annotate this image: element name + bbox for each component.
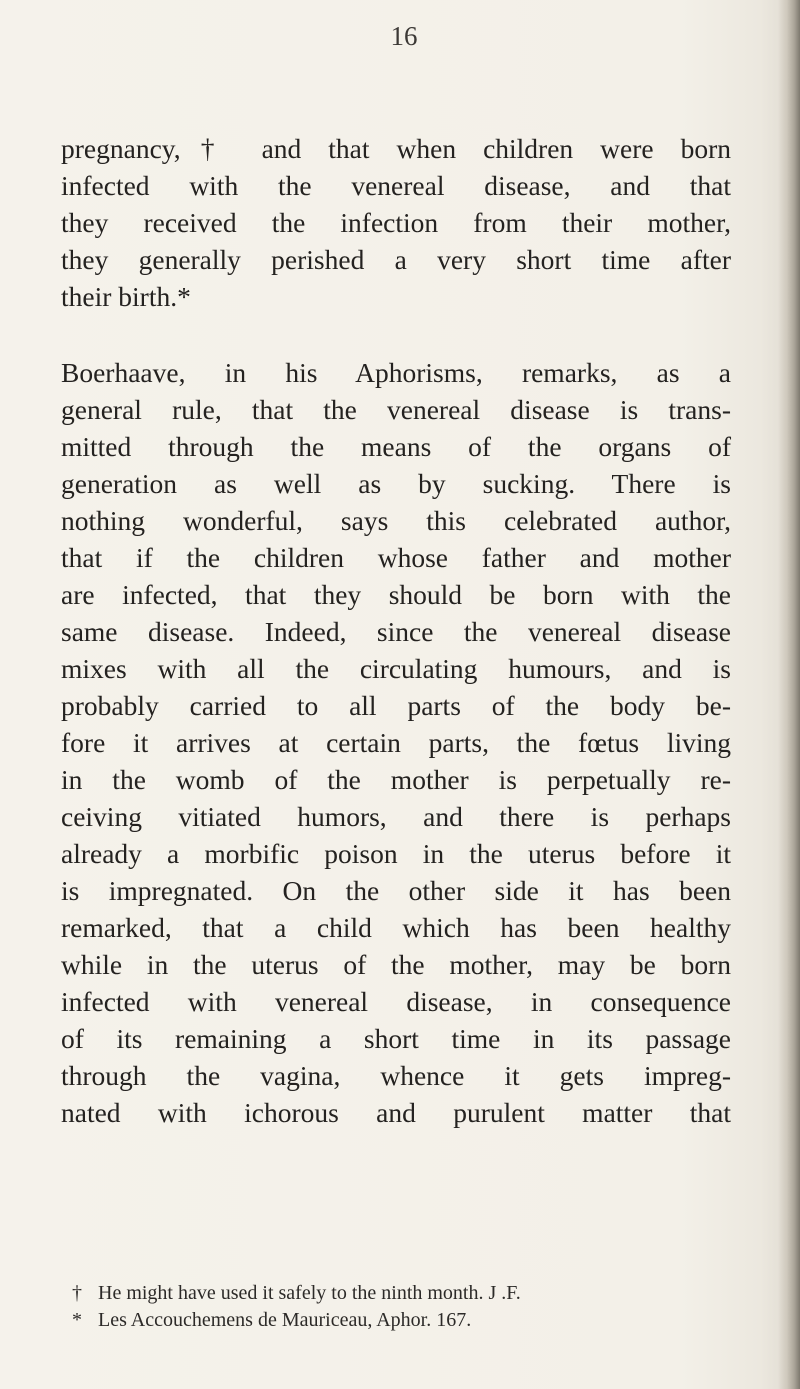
paragraph-1 bbox=[61, 130, 731, 315]
paragraph-2 bbox=[61, 354, 731, 1131]
body-text bbox=[61, 130, 731, 1131]
text-line: fore it arrives at certain parts, the fœtus living bbox=[61, 727, 731, 758]
text-line: same disease. Indeed, since the venereal disease bbox=[61, 616, 731, 647]
text-line: general rule, that the venereal disease is trans- bbox=[61, 394, 731, 425]
text-line: ceiving vitiated humors, and there is perhaps bbox=[61, 801, 731, 832]
text-line: infected with the venereal disease, and that bbox=[61, 170, 731, 201]
paragraph-gap bbox=[61, 315, 731, 354]
text-line: infected with venereal disease, in consequence bbox=[61, 986, 731, 1017]
footnotes bbox=[72, 1280, 672, 1334]
text-line: probably carried to all parts of the body be- bbox=[61, 690, 731, 721]
text-line: mitted through the means of the organs of bbox=[61, 431, 731, 462]
text-line: of its remaining a short time in its passage bbox=[61, 1023, 731, 1054]
text-line: pregnancy,† and that when children were born bbox=[61, 133, 731, 164]
text-line: their birth.* bbox=[61, 281, 191, 312]
text-line: they generally perished a very short time after bbox=[61, 244, 731, 275]
text-line: mixes with all the circulating humours, and is bbox=[61, 653, 731, 684]
footnote-text: Les Accouchemens de Mauriceau, Aphor. 167. bbox=[98, 1309, 472, 1331]
text-line: already a morbific poison in the uterus before it bbox=[61, 838, 731, 869]
text-line: through the vagina, whence it gets impreg- bbox=[61, 1060, 731, 1091]
text-line: generation as well as by sucking. There is bbox=[61, 468, 731, 499]
text-line: they received the infection from their mother, bbox=[61, 207, 731, 238]
page-number: 16 bbox=[390, 21, 418, 51]
text-line: is impregnated. On the other side it has been bbox=[61, 875, 731, 906]
footnote bbox=[72, 1307, 672, 1334]
page-binding-edge bbox=[778, 0, 800, 1389]
text-line: remarked, that a child which has been healthy bbox=[61, 912, 731, 943]
text-line: nated with ichorous and purulent matter that bbox=[61, 1097, 731, 1128]
text-line: while in the uterus of the mother, may be born bbox=[61, 949, 731, 980]
footnote-mark: * bbox=[72, 1309, 82, 1331]
footnote bbox=[72, 1280, 672, 1307]
text-line: in the womb of the mother is perpetually re- bbox=[61, 764, 731, 795]
text-line: are infected, that they should be born with the bbox=[61, 579, 731, 610]
text-line: that if the children whose father and mother bbox=[61, 542, 731, 573]
footnote-mark: † bbox=[72, 1282, 82, 1304]
footnote-text: He might have used it safely to the ninth month. J .F. bbox=[98, 1282, 521, 1304]
text-line: nothing wonderful, says this celebrated author, bbox=[61, 505, 731, 536]
text-line: Boerhaave, in his Aphorisms, remarks, as a bbox=[61, 357, 731, 388]
